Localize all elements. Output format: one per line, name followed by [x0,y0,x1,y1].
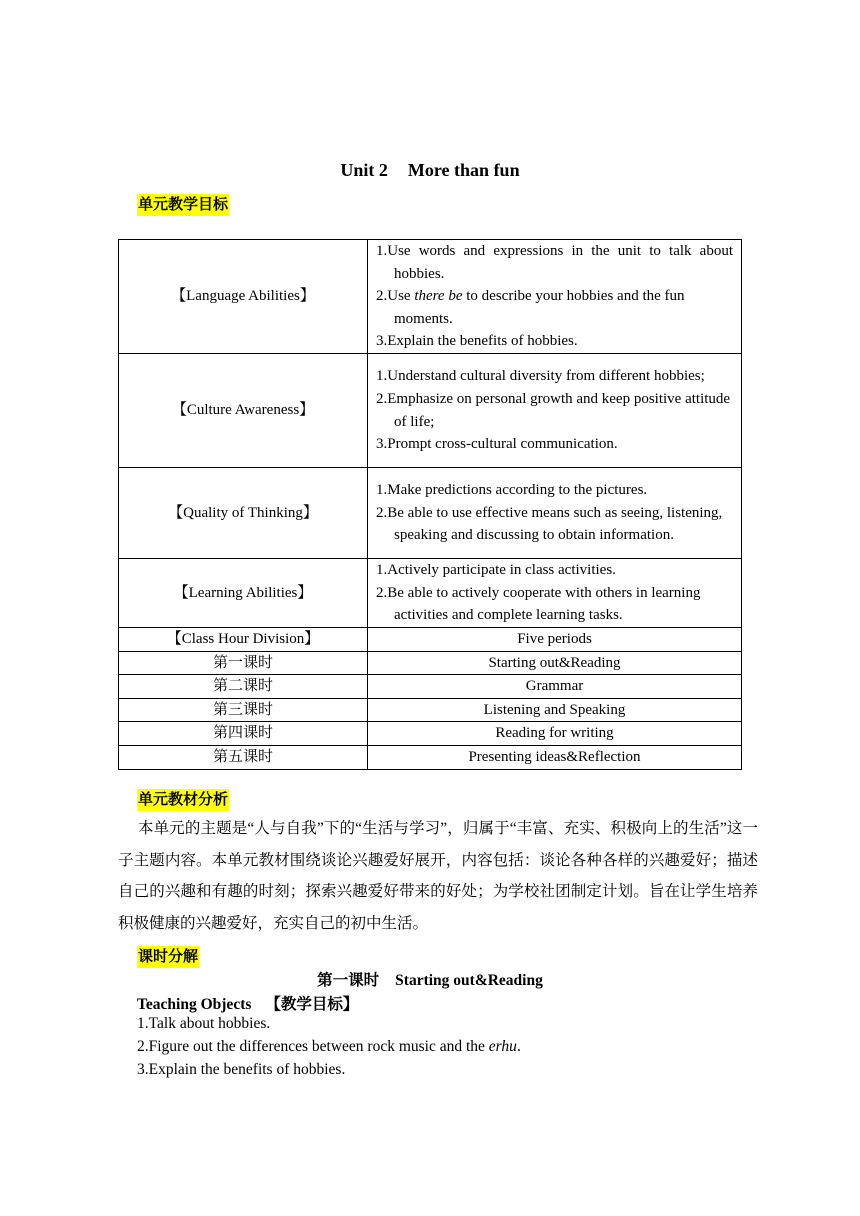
period-label: 第三课时 [119,698,368,722]
period-topic: Grammar [368,675,742,699]
teaching-objects-label: Teaching Objects [137,996,252,1013]
section-heading-analysis: 单元教材分析 [137,789,229,811]
period-topic: Listening and Speaking [368,698,742,722]
objective-item: 2.Figure out the differences between rock music and the erhu. [137,1038,521,1055]
teaching-objects-heading [137,992,358,1014]
analysis-paragraph: 本单元的主题是“人与自我”下的“生活与学习”，归属于“丰富、充实、积极向上的生活”这一子主题内容。本单元教材围绕谈论兴趣爱好展开，内容包括：谈论各种各样的兴趣爱好；描述自己的兴趣和有趣的时刻；探索兴趣爱好带来的好处；为学校社团制定计划。旨在让学生培养积极健康的兴趣爱好，充实自己的初中生活。 [118,820,758,932]
table-row [119,628,742,652]
list-item: 1.Understand cultural diversity from different hobbies; [376,368,705,385]
list-item: 3.Explain the benefits of hobbies. [376,333,578,350]
teaching-objects-label-cn: 【教学目标】 [265,996,359,1013]
unit-number: Unit 2 [340,160,388,180]
period-topic: Presenting ideas&Reflection [368,745,742,769]
list-item: 2.Use there be to describe your hobbies and the fun moments. [376,288,685,327]
list-item: 1.Use words and expressions in the unit to talk about hobbies. [376,243,733,282]
period-label: 第四课时 [119,722,368,746]
lesson-period: 第一课时 [317,972,380,989]
period-label: 第二课时 [119,675,368,699]
table-row [119,559,742,628]
row-label-culture: 【Culture Awareness】 [119,354,368,468]
row-label-thinking: 【Quality of Thinking】 [119,468,368,559]
objective-item: 3.Explain the benefits of hobbies. [137,1061,346,1078]
row-content-language [368,240,742,354]
list-item: 2.Be able to actively cooperate with others in learning activities and complete learning tasks. [376,584,701,624]
page-title [0,160,860,181]
table-row [119,240,742,354]
period-topic: Starting out&Reading [368,651,742,675]
row-label-language: 【Language Abilities】 [119,240,368,354]
table-row [119,698,742,722]
objective-item: 1.Talk about hobbies. [137,1015,271,1032]
list-item: 2.Be able to use effective means such as seeing, listening, speaking and discussing to obtain information. [376,504,723,544]
row-content-learning [368,559,742,628]
period-label: 第五课时 [119,745,368,769]
row-content-culture [368,354,742,468]
section-heading-goals: 单元教学目标 [137,194,229,216]
list-item: 1.Make predictions according to the pictures. [376,482,648,499]
period-topic: Reading for writing [368,722,742,746]
list-item: 2.Emphasize on personal growth and keep positive attitude of life; [376,390,731,430]
row-label-learning: 【Learning Abilities】 [119,559,368,628]
table-row [119,354,742,468]
lesson-name: Starting out&Reading [395,972,543,989]
lesson-title [0,968,860,990]
row-label-division: 【Class Hour Division】 [119,628,368,652]
unit-name: More than fun [407,160,520,180]
table-row [119,651,742,675]
row-value-division: Five periods [368,628,742,652]
period-label: 第一课时 [119,651,368,675]
table-row [119,468,742,559]
section-heading-breakdown: 课时分解 [137,946,199,968]
table-row [119,745,742,769]
goals-table [118,239,742,770]
table-row [119,722,742,746]
row-content-thinking [368,468,742,559]
table-row [119,675,742,699]
list-item: 1.Actively participate in class activities. [376,562,616,579]
list-item: 3.Prompt cross-cultural communication. [376,436,618,453]
